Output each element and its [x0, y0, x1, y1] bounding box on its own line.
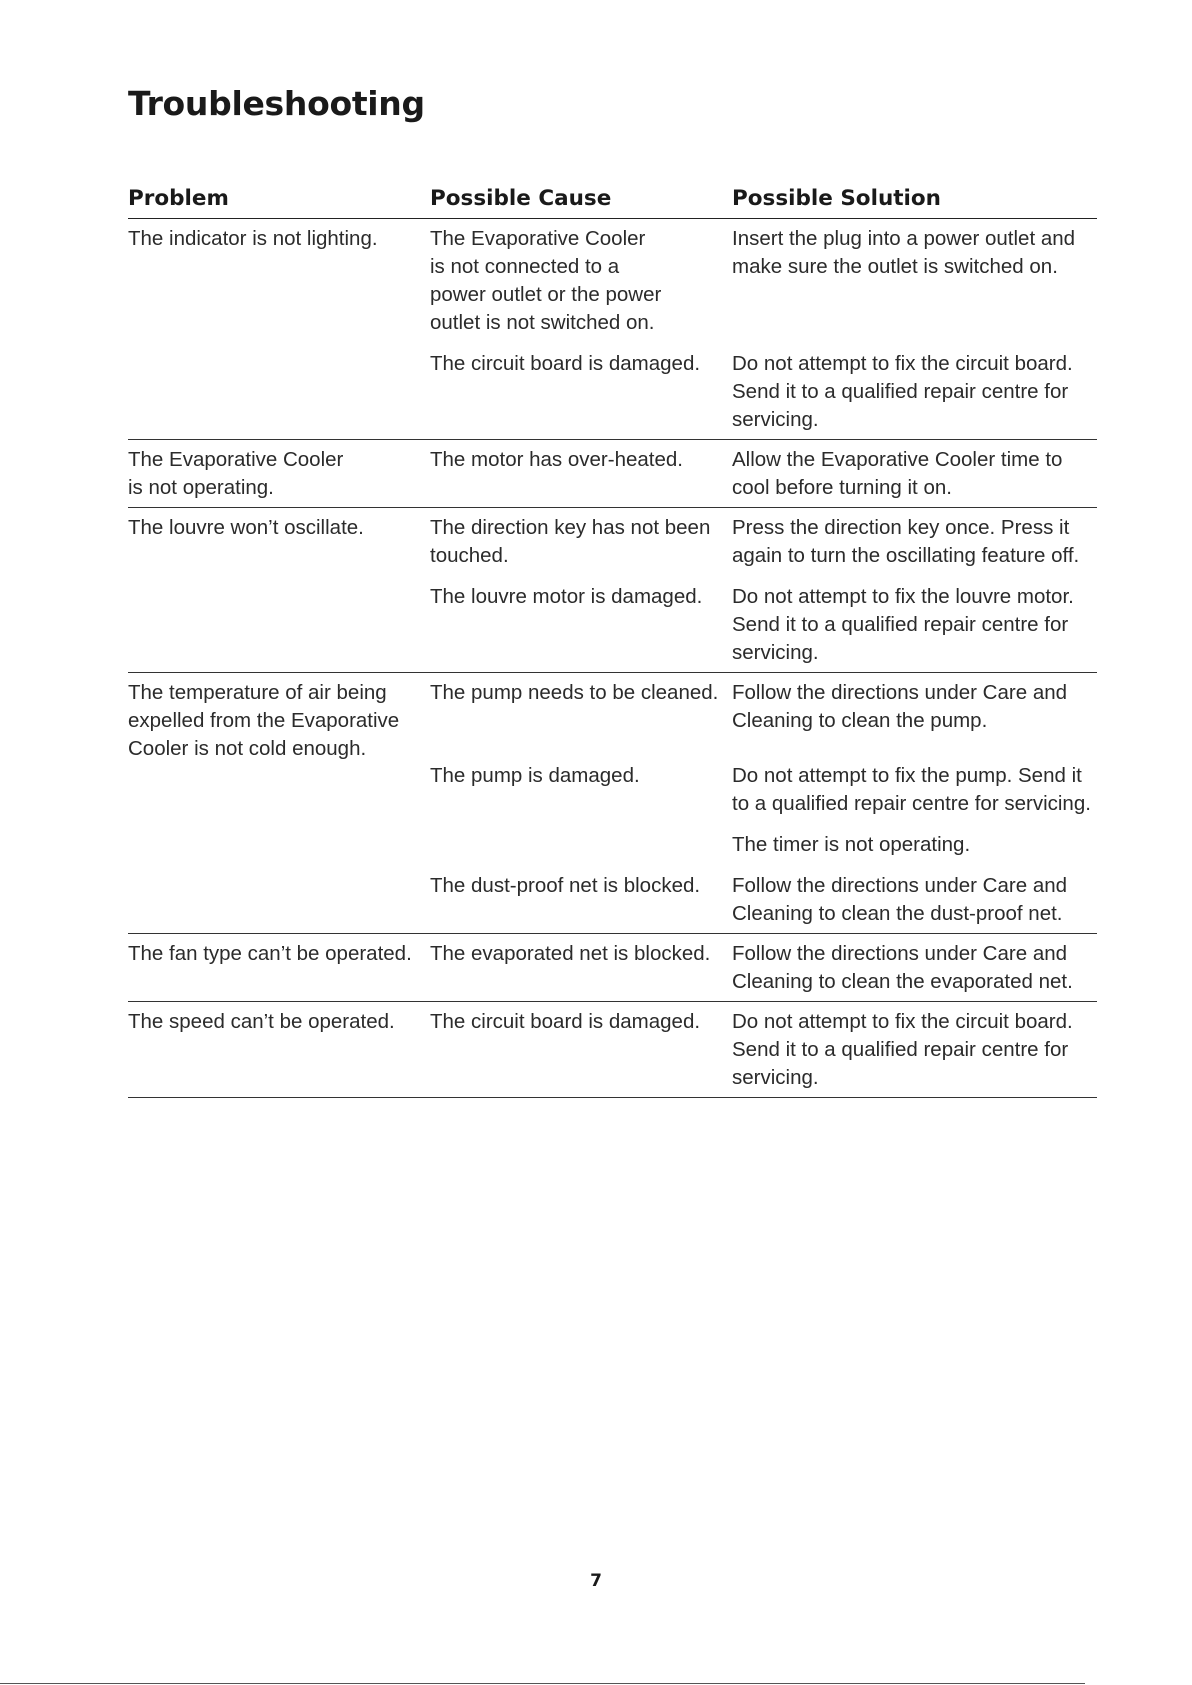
- solution-cell: Press the direction key once. Press it again to turn the oscillating feature off.: [732, 516, 1080, 567]
- cause-cell: The direction key has not been touched.: [430, 516, 711, 567]
- solution-cell: Follow the directions under Care and Cleaning to clean the dust-proof net.: [732, 874, 1068, 925]
- cause-solution-pair: [430, 762, 1097, 818]
- problem-cell: The Evaporative Cooler is not operating.: [128, 448, 344, 499]
- cause-solution-pair: [430, 940, 1097, 996]
- cause-solution-pair: [430, 350, 1097, 434]
- header-cause: Possible Cause: [430, 186, 612, 211]
- cause-cell: [430, 831, 732, 859]
- cause-solution-list: [430, 679, 1097, 928]
- problem-cell: The fan type can’t be operated.: [128, 942, 412, 965]
- page-number: 7: [590, 1571, 602, 1591]
- problem-cell: The louvre won’t oscillate.: [128, 516, 364, 539]
- table-row: [128, 673, 1097, 934]
- cause-solution-pair: [430, 225, 1097, 337]
- cause-cell: The circuit board is damaged.: [430, 352, 701, 375]
- cause-solution-pair: [430, 831, 1097, 859]
- table-row: [128, 440, 1097, 508]
- cause-cell: The circuit board is damaged.: [430, 1010, 701, 1033]
- page-title: Troubleshooting: [128, 84, 425, 123]
- troubleshooting-table: [128, 184, 1097, 1098]
- problem-cell: The indicator is not lighting.: [128, 227, 378, 250]
- cause-cell: The Evaporative Cooler is not connected to a power outlet or the power outlet is not switched on.: [430, 227, 662, 334]
- cause-solution-list: [430, 940, 1097, 996]
- solution-cell: Allow the Evaporative Cooler time to cool before turning it on.: [732, 448, 1063, 499]
- cause-solution-list: [430, 225, 1097, 434]
- cause-cell: The louvre motor is damaged.: [430, 585, 703, 608]
- solution-cell: Follow the directions under Care and Cleaning to clean the pump.: [732, 681, 1068, 732]
- table-row: [128, 934, 1097, 1002]
- solution-cell: Do not attempt to fix the louvre motor. Send it to a qualified repair centre for servicing.: [732, 585, 1074, 664]
- solution-cell: The timer is not operating.: [732, 833, 971, 856]
- cause-cell: The dust-proof net is blocked.: [430, 874, 701, 897]
- cause-cell: The motor has over-heated.: [430, 448, 683, 471]
- table-row: [128, 508, 1097, 673]
- cause-solution-list: [430, 446, 1097, 502]
- cause-solution-pair: [430, 1008, 1097, 1092]
- cause-solution-list: [430, 1008, 1097, 1092]
- solution-cell: Follow the directions under Care and Cleaning to clean the evaporated net.: [732, 942, 1073, 993]
- cause-solution-pair: [430, 679, 1097, 735]
- footer-rule: [0, 1683, 1085, 1684]
- table-row: [128, 1002, 1097, 1098]
- cause-solution-pair: [430, 446, 1097, 502]
- solution-cell: Do not attempt to fix the pump. Send it to a qualified repair centre for servicing.: [732, 764, 1091, 815]
- cause-solution-pair: [430, 514, 1097, 570]
- header-solution: Possible Solution: [732, 186, 941, 211]
- cause-cell: The pump needs to be cleaned.: [430, 681, 719, 704]
- solution-cell: Do not attempt to fix the circuit board. Send it to a qualified repair centre for servicing.: [732, 1010, 1073, 1089]
- cause-solution-pair: [430, 583, 1097, 667]
- problem-cell: The temperature of air being expelled from the Evaporative Cooler is not cold enough.: [128, 681, 400, 760]
- solution-cell: Do not attempt to fix the circuit board. Send it to a qualified repair centre for servicing.: [732, 352, 1073, 431]
- cause-cell: The pump is damaged.: [430, 764, 640, 787]
- problem-cell: The speed can’t be operated.: [128, 1010, 395, 1033]
- cause-solution-pair: [430, 872, 1097, 928]
- cause-cell: The evaporated net is blocked.: [430, 942, 711, 965]
- solution-cell: Insert the plug into a power outlet and make sure the outlet is switched on.: [732, 227, 1076, 278]
- header-problem: Problem: [128, 186, 229, 211]
- table-row: [128, 219, 1097, 440]
- table-header: [128, 184, 1097, 219]
- cause-solution-list: [430, 514, 1097, 667]
